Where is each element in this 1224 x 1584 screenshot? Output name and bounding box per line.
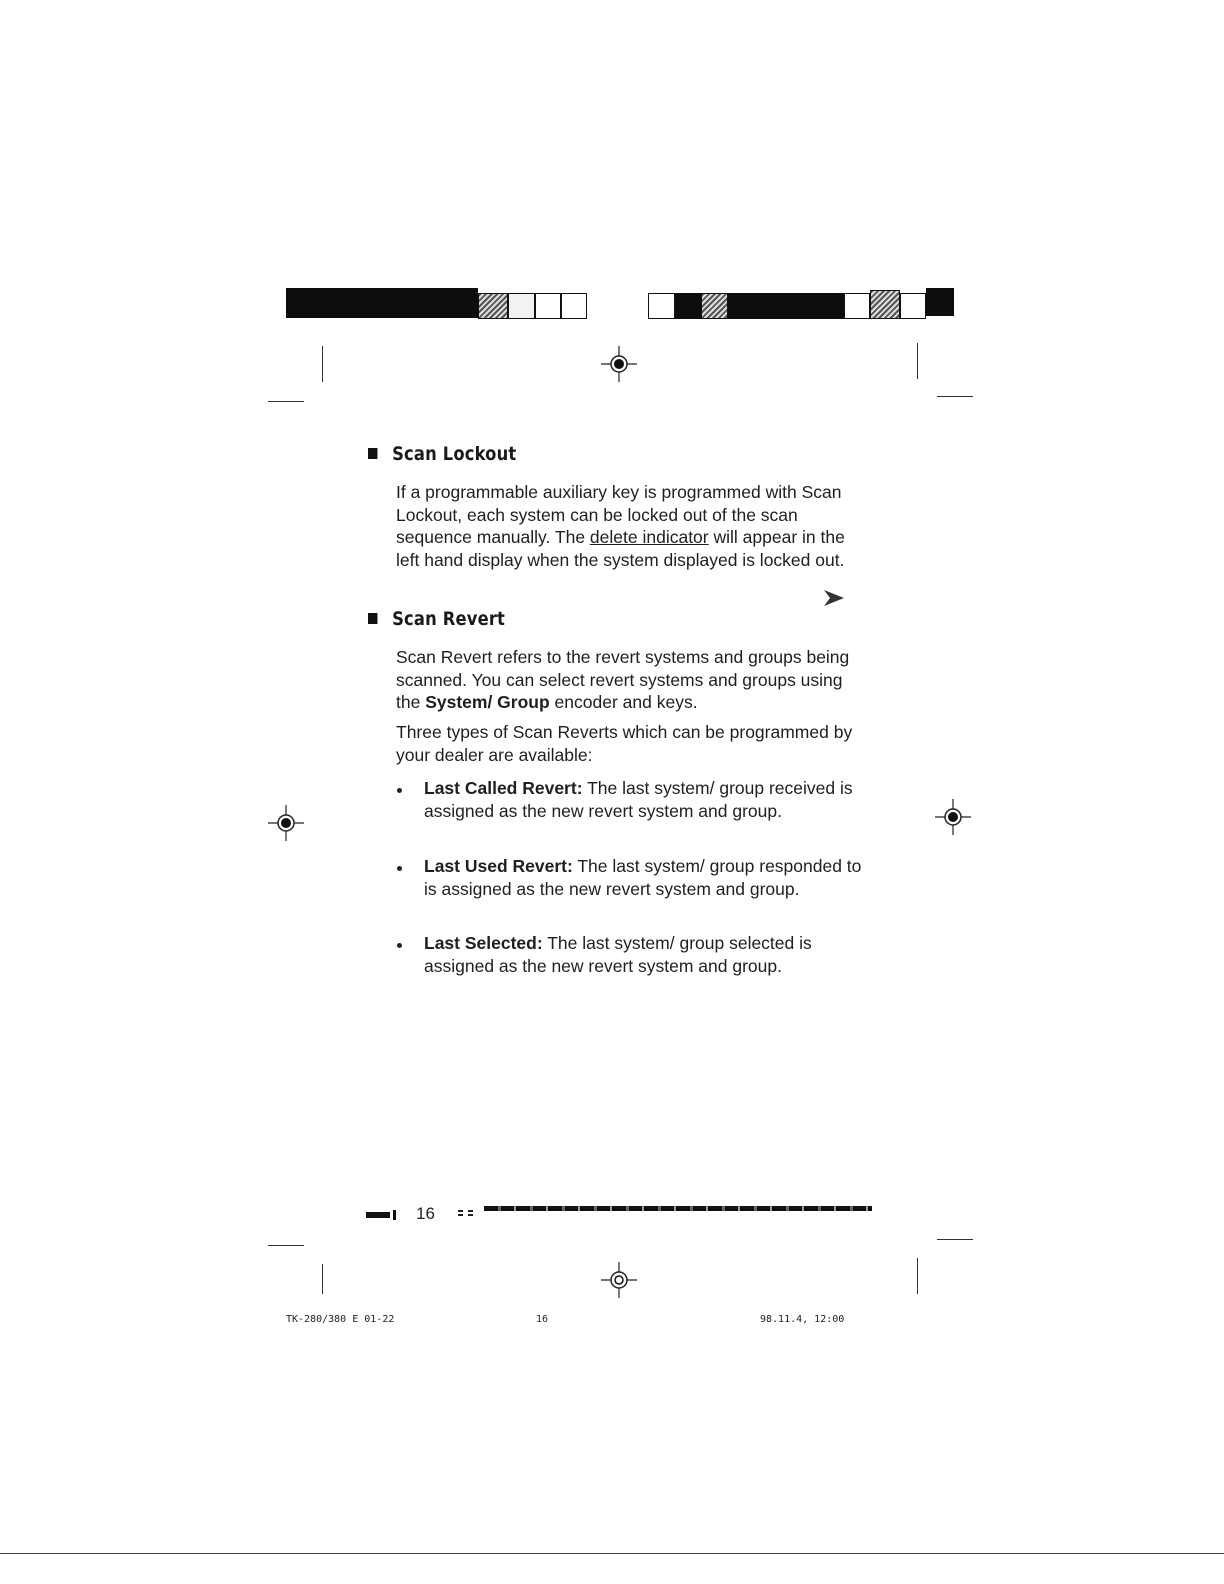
arrow-mark-icon: [820, 586, 850, 610]
delete-indicator-term: delete indicator: [589, 527, 709, 547]
crop-mark-top-right-horizontal: [937, 396, 973, 397]
crop-mark-top-right-vertical: [917, 343, 918, 379]
registration-mark-icon: [935, 799, 971, 835]
scan-revert-paragraph: Scan Revert refers to the revert systems and groups being scanned. You can select revert systems and groups using the System/ Group encoder and keys.: [396, 647, 850, 712]
square-bullet-icon: [368, 448, 377, 459]
page-bottom-rule: [0, 1553, 1224, 1554]
sheet-number: 16: [536, 1314, 549, 1325]
page-number: 16: [416, 1204, 435, 1223]
registration-mark-icon: [268, 805, 304, 841]
system-group-term: System/ Group: [425, 692, 550, 712]
crop-mark-top-left-vertical: [322, 346, 323, 382]
bullet-dot-icon: [397, 788, 402, 793]
section-heading-scan-lockout: Scan Lockout: [368, 443, 516, 465]
bullet-last-selected: Last Selected: The last system/ group selected is assigned as the new revert system and group.: [424, 933, 812, 976]
footer-dots-icon: [458, 1208, 480, 1218]
footer-color-bar: [484, 1206, 872, 1211]
crop-mark-bottom-right-horizontal: [937, 1239, 973, 1240]
scan-revert-types-paragraph: Three types of Scan Reverts which can be programmed by your dealer are available:: [396, 722, 853, 765]
doc-code: TK-280/380 E 01-22: [286, 1314, 395, 1325]
crop-mark-top-left-horizontal: [268, 401, 304, 402]
registration-mark-icon: [601, 1262, 637, 1298]
crop-mark-bottom-right-vertical: [917, 1258, 918, 1294]
bullet-dot-icon: [397, 943, 402, 948]
book-tab-icon: [366, 1209, 404, 1221]
bullet-last-used-revert: Last Used Revert: The last system/ group responded to is assigned as the new revert system and group.: [424, 856, 862, 899]
section-heading-scan-revert: Scan Revert: [368, 608, 505, 630]
crop-mark-bottom-left-horizontal: [268, 1245, 304, 1246]
print-timestamp: 98.11.4, 12:00: [760, 1314, 845, 1325]
crop-mark-bottom-left-vertical: [322, 1264, 323, 1294]
square-bullet-icon: [368, 613, 377, 624]
registration-mark-icon: [601, 346, 637, 382]
bullet-last-called-revert: Last Called Revert: The last system/ group received is assigned as the new revert system and group.: [424, 778, 853, 821]
scan-lockout-paragraph: If a programmable auxiliary key is programmed with Scan Lockout, each system can be locked out of the scan sequence manually. The delete indicator will appear in the left hand display when the system displayed is locked out.: [396, 482, 845, 570]
bullet-dot-icon: [397, 866, 402, 871]
